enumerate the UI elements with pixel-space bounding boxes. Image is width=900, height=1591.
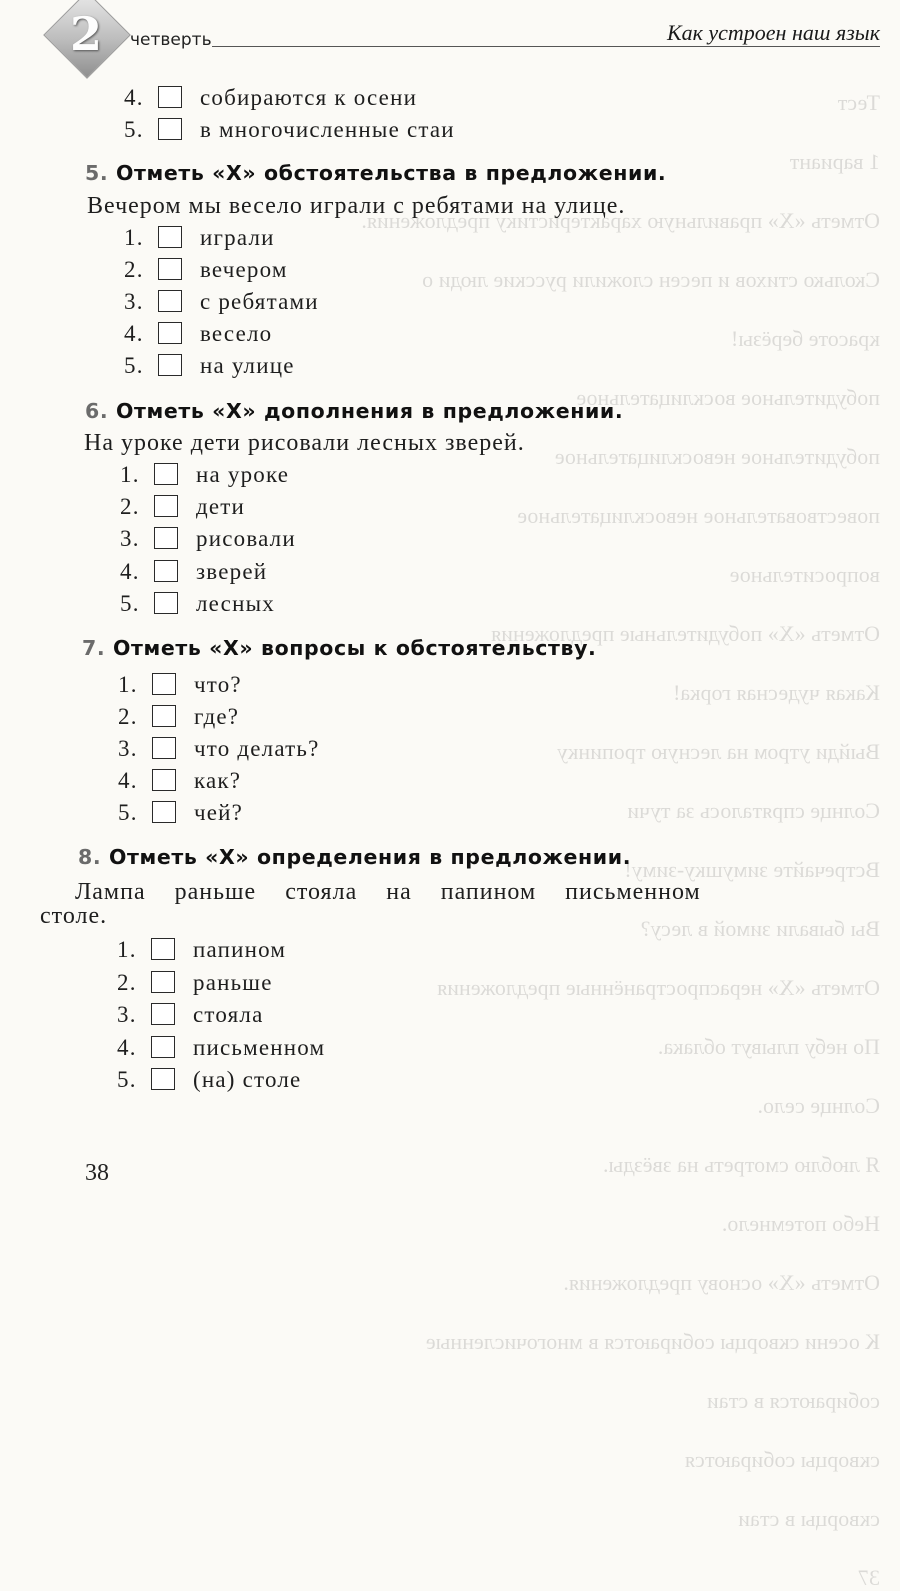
- question-text: Отметь «X» обстоятельства в предложении.: [116, 161, 667, 185]
- option-number: 5.: [118, 800, 138, 825]
- option-text: как?: [194, 768, 242, 793]
- answer-checkbox[interactable]: [154, 592, 178, 614]
- answer-checkbox[interactable]: [158, 322, 182, 344]
- answer-checkbox[interactable]: [151, 1003, 175, 1025]
- question-title: [78, 841, 631, 873]
- answer-checkbox[interactable]: [151, 1068, 175, 1090]
- answer-checkbox[interactable]: [158, 290, 182, 312]
- question-number: 7.: [82, 636, 106, 660]
- answer-option: [124, 222, 275, 254]
- option-number: 2.: [117, 970, 137, 995]
- answer-option: [117, 934, 286, 966]
- option-text: папином: [193, 937, 287, 962]
- option-number: 1.: [120, 462, 140, 487]
- answer-option: [120, 491, 245, 523]
- question-sentence-continued: столе.: [40, 903, 108, 929]
- answer-checkbox[interactable]: [154, 495, 178, 517]
- question-text: Отметь «X» определения в предложении.: [109, 845, 632, 869]
- answer-option: [124, 318, 272, 350]
- option-number: 3.: [118, 736, 138, 761]
- answer-option: [124, 114, 455, 146]
- answer-checkbox[interactable]: [152, 737, 176, 759]
- option-number: 4.: [124, 85, 144, 110]
- option-number: 1.: [124, 225, 144, 250]
- answer-option: [124, 350, 295, 382]
- option-text: рисовали: [196, 526, 296, 551]
- option-number: 5.: [124, 353, 144, 378]
- option-text: играли: [200, 225, 275, 250]
- option-number: 2.: [118, 704, 138, 729]
- answer-checkbox[interactable]: [158, 86, 182, 108]
- option-text: в многочисленные стаи: [200, 117, 455, 142]
- option-number: 1.: [117, 937, 137, 962]
- option-text: раньше: [193, 970, 273, 995]
- option-text: дети: [196, 494, 246, 519]
- question-sentence: На уроке дети рисовали лесных зверей.: [84, 430, 525, 456]
- answer-option: [120, 588, 275, 620]
- question-number: 6.: [85, 399, 109, 423]
- question-text: Отметь «X» дополнения в предложении.: [116, 399, 624, 423]
- quarter-number: 2: [69, 7, 102, 61]
- answer-option: [117, 1032, 325, 1064]
- option-number: 4.: [118, 768, 138, 793]
- answer-checkbox[interactable]: [158, 258, 182, 280]
- answer-option: [117, 999, 263, 1031]
- answer-checkbox[interactable]: [158, 354, 182, 376]
- option-number: 4.: [117, 1035, 137, 1060]
- option-text: чей?: [194, 800, 244, 825]
- answer-option: [120, 556, 267, 588]
- answer-option: [124, 82, 417, 114]
- question-text: Отметь «X» вопросы к обстоятельству.: [113, 636, 597, 660]
- option-number: 4.: [120, 559, 140, 584]
- option-number: 2.: [124, 257, 144, 282]
- answer-checkbox[interactable]: [152, 769, 176, 791]
- show-through-text: Тест 1 вариант Отметь «X» правильную характеристику предложения. Сколько стихов и песен сложили русские люди о красоте берёзы! побудительное восклицательное побудительное невосклицательное повествовательное невосклицательное вопросительное Отметь «X» побудительные предложения Какая чудесная горка! Выйди утром на лесную тропинку Солнце спряталось за тучи Встречайте зимушку-зиму! Вы бывали зимой в лесу? Отметь «X» нераспространённые предложения По небу плывут облака. Солнце село. Я люблю смотреть на звёзды. Небо потемнело. Отметь «X» основу предложения. К осени скворцы собираются в многочисленные собираются в стаи скворцы собираются скворцы в стаи 37: [361, 90, 880, 1590]
- question-sentence: Лампа раньше стояла на папином письменном: [75, 879, 701, 905]
- answer-option: [120, 523, 296, 555]
- page-number: 38: [85, 1160, 109, 1186]
- option-text: что делать?: [194, 736, 320, 761]
- option-text: стояла: [193, 1002, 264, 1027]
- option-text: где?: [194, 704, 240, 729]
- option-number: 5.: [117, 1067, 137, 1092]
- answer-checkbox[interactable]: [154, 527, 178, 549]
- answer-option: [117, 967, 273, 999]
- option-text: письменном: [193, 1035, 326, 1060]
- question-sentence: Вечером мы весело играли с ребятами на улице.: [87, 193, 626, 219]
- answer-checkbox[interactable]: [154, 463, 178, 485]
- answer-checkbox[interactable]: [151, 971, 175, 993]
- question-number: 5.: [85, 161, 109, 185]
- option-number: 4.: [124, 321, 144, 346]
- answer-option: [118, 765, 241, 797]
- option-text: на улице: [200, 353, 295, 378]
- option-number: 3.: [117, 1002, 137, 1027]
- question-number: 8.: [78, 845, 102, 869]
- question-title: [85, 157, 666, 189]
- answer-option: [117, 1064, 301, 1096]
- answer-option: [118, 733, 320, 765]
- option-text: весело: [200, 321, 273, 346]
- option-text: лесных: [196, 591, 275, 616]
- section-title: Как устроен наш язык: [666, 20, 880, 45]
- option-number: 5.: [120, 591, 140, 616]
- answer-checkbox[interactable]: [158, 118, 182, 140]
- option-number: 3.: [124, 289, 144, 314]
- answer-checkbox[interactable]: [151, 938, 175, 960]
- option-number: 2.: [120, 494, 140, 519]
- option-text: с ребятами: [200, 289, 319, 314]
- answer-checkbox[interactable]: [152, 801, 176, 823]
- answer-checkbox[interactable]: [152, 673, 176, 695]
- answer-option: [118, 797, 243, 829]
- answer-option: [124, 286, 319, 318]
- answer-option: [120, 459, 289, 491]
- quarter-label: четверть: [130, 30, 212, 50]
- question-title: [82, 632, 596, 664]
- answer-option: [124, 254, 288, 286]
- option-number: 5.: [124, 117, 144, 142]
- answer-option: [118, 701, 239, 733]
- option-number: 3.: [120, 526, 140, 551]
- answer-checkbox[interactable]: [152, 705, 176, 727]
- option-text: что?: [194, 672, 242, 697]
- answer-checkbox[interactable]: [154, 560, 178, 582]
- question-title: [85, 395, 623, 427]
- option-text: (на) столе: [193, 1067, 302, 1092]
- answer-option: [118, 669, 242, 701]
- option-text: зверей: [196, 559, 268, 584]
- option-text: вечером: [200, 257, 288, 282]
- answer-checkbox[interactable]: [151, 1036, 175, 1058]
- option-text: собираются к осени: [200, 85, 418, 110]
- option-number: 1.: [118, 672, 138, 697]
- option-text: на уроке: [196, 462, 290, 487]
- answer-checkbox[interactable]: [158, 226, 182, 248]
